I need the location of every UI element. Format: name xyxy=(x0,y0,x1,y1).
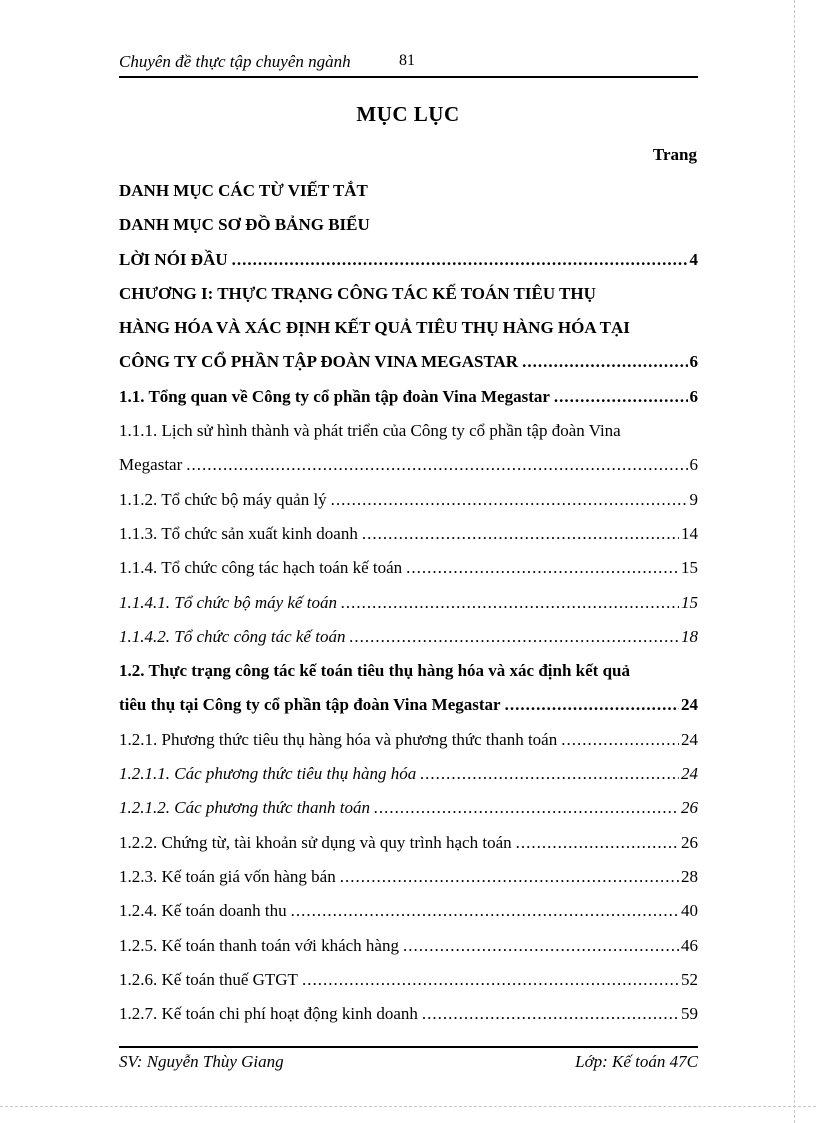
toc-entry xyxy=(119,791,698,825)
toc-entry-page: 15 xyxy=(681,592,698,612)
toc-entry-page: 59 xyxy=(681,1004,698,1024)
toc-entry-page: 15 xyxy=(681,558,698,578)
toc-entry-text: 1.1.4.2. Tổ chức công tác kế toán xyxy=(119,626,346,646)
toc-entry xyxy=(119,517,698,551)
bottom-margin-guide xyxy=(0,1106,816,1107)
toc-leader-dots xyxy=(554,380,688,414)
toc-leader-dots xyxy=(341,586,679,620)
toc-leader-dots xyxy=(302,963,679,997)
toc-leader-dots xyxy=(420,757,679,791)
toc-entry-text: Megastar xyxy=(119,455,183,475)
toc-leader-dots xyxy=(232,243,688,277)
footer-student: SV: Nguyễn Thùy Giang xyxy=(119,1052,284,1071)
toc-entry xyxy=(119,277,698,311)
toc-leader-dots xyxy=(516,826,679,860)
header-subject: Chuyên đề thực tập chuyên ngành xyxy=(119,52,351,71)
toc-leader-dots xyxy=(186,448,687,482)
toc-entry-page: 24 xyxy=(681,695,698,715)
toc-entry-text: 1.1.3. Tổ chức sản xuất kinh doanh xyxy=(119,523,358,543)
toc-entry xyxy=(119,757,698,791)
toc-entry-text: 1.1.1. Lịch sử hình thành và phát triển của Công ty cổ phần tập đoàn Vina xyxy=(119,421,621,441)
page-footer xyxy=(119,1052,698,1076)
toc-entry-text: 1.2.1.2. Các phương thức thanh toán xyxy=(119,798,370,818)
toc-entry-text: DANH MỤC CÁC TỪ VIẾT TẮT xyxy=(119,181,368,200)
toc-entry-text: 1.1.4.1. Tổ chức bộ máy kế toán xyxy=(119,592,337,612)
toc-entry-page: 9 xyxy=(689,489,698,509)
toc-leader-dots xyxy=(505,688,679,722)
header-page-number: 81 xyxy=(399,52,415,69)
toc-entry-text: 1.2.1. Phương thức tiêu thụ hàng hóa và phương thức thanh toán xyxy=(119,729,558,749)
toc-entry-page: 6 xyxy=(689,386,698,406)
toc-entry-page: 6 xyxy=(689,352,698,372)
toc-entry xyxy=(119,311,698,345)
right-margin-guide xyxy=(794,0,795,1123)
toc-entry-text: 1.2.7. Kế toán chi phí hoạt động kinh doanh xyxy=(119,1004,418,1024)
toc-entry-text: 1.2.1.1. Các phương thức tiêu thụ hàng hóa xyxy=(119,764,417,784)
page-header xyxy=(119,52,698,76)
toc-entry xyxy=(119,894,698,928)
footer-rule xyxy=(119,1046,698,1048)
toc-entry xyxy=(119,826,698,860)
toc-entry-text: 1.2. Thực trạng công tác kế toán tiêu thụ hàng hóa và xác định kết quả xyxy=(119,661,630,681)
header-rule xyxy=(119,76,698,78)
toc-entry xyxy=(119,929,698,963)
toc-leader-dots xyxy=(522,345,687,379)
toc-entry-page: 18 xyxy=(681,626,698,646)
toc-entry-page: 24 xyxy=(681,764,698,784)
page-column-label: Trang xyxy=(652,145,697,164)
toc-entry-text: tiêu thụ tại Công ty cổ phần tập đoàn Vina Megastar xyxy=(119,695,501,715)
toc-entry-page: 46 xyxy=(681,935,698,955)
toc-leader-dots xyxy=(362,517,679,551)
footer-class: Lớp: Kế toán 47C xyxy=(575,1052,698,1071)
toc-entry-page: 26 xyxy=(681,798,698,818)
toc-entry-text: DANH MỤC SƠ ĐỒ BẢNG BIỂU xyxy=(119,215,370,235)
toc-entry-text: 1.2.3. Kế toán giá vốn hàng bán xyxy=(119,866,336,886)
toc-entry-page: 26 xyxy=(681,832,698,852)
toc-entry xyxy=(119,483,698,517)
toc-entry xyxy=(119,345,698,379)
toc-entry-text: 1.1.2. Tổ chức bộ máy quản lý xyxy=(119,489,327,509)
toc-entry-page: 6 xyxy=(689,455,698,475)
toc-entry xyxy=(119,688,698,722)
toc-entry xyxy=(119,380,698,414)
toc-entry xyxy=(119,963,698,997)
toc-entry-page: 14 xyxy=(681,523,698,543)
toc-entry-text: 1.2.5. Kế toán thanh toán với khách hàng xyxy=(119,935,399,955)
toc-leader-dots xyxy=(422,997,679,1031)
toc-entry xyxy=(119,860,698,894)
toc-entry xyxy=(119,723,698,757)
table-of-contents xyxy=(119,174,698,1031)
toc-entry-text: 1.2.2. Chứng từ, tài khoản sử dụng và quy trình hạch toán xyxy=(119,832,512,852)
toc-entry-text: LỜI NÓI ĐẦU xyxy=(119,249,228,269)
toc-entry-text: 1.2.4. Kế toán doanh thu xyxy=(119,901,287,921)
toc-entry-text: 1.1. Tổng quan về Công ty cổ phần tập đoàn Vina Megastar xyxy=(119,386,550,406)
toc-leader-dots xyxy=(331,483,688,517)
toc-entry xyxy=(119,586,698,620)
toc-entry-page: 52 xyxy=(681,969,698,989)
toc-entry xyxy=(119,414,698,448)
toc-entry xyxy=(119,448,698,482)
toc-entry-text: HÀNG HÓA VÀ XÁC ĐỊNH KẾT QUẢ TIÊU THỤ HÀNG HÓA TẠI xyxy=(119,318,630,338)
toc-entry xyxy=(119,208,698,242)
toc-entry-page: 28 xyxy=(681,866,698,886)
toc-entry-text: 1.2.6. Kế toán thuế GTGT xyxy=(119,969,298,989)
toc-entry-page: 24 xyxy=(681,729,698,749)
toc-leader-dots xyxy=(403,929,679,963)
toc-entry xyxy=(119,174,698,208)
toc-entry xyxy=(119,551,698,585)
toc-leader-dots xyxy=(374,791,679,825)
toc-entry-text: CÔNG TY CỔ PHẦN TẬP ĐOÀN VINA MEGASTAR xyxy=(119,352,519,372)
toc-leader-dots xyxy=(291,894,679,928)
toc-entry-page: 4 xyxy=(689,249,698,269)
toc-entry xyxy=(119,620,698,654)
toc-leader-dots xyxy=(561,723,679,757)
page-title: MỤC LỤC xyxy=(356,102,460,126)
toc-entry xyxy=(119,654,698,688)
toc-entry-text: 1.1.4. Tổ chức công tác hạch toán kế toán xyxy=(119,558,403,578)
toc-leader-dots xyxy=(340,860,679,894)
toc-entry-page: 40 xyxy=(681,901,698,921)
toc-entry xyxy=(119,243,698,277)
toc-leader-dots xyxy=(406,551,679,585)
toc-entry xyxy=(119,997,698,1031)
toc-leader-dots xyxy=(349,620,679,654)
toc-entry-text: CHƯƠNG I: THỰC TRẠNG CÔNG TÁC KẾ TOÁN TIÊU THỤ xyxy=(119,283,596,303)
